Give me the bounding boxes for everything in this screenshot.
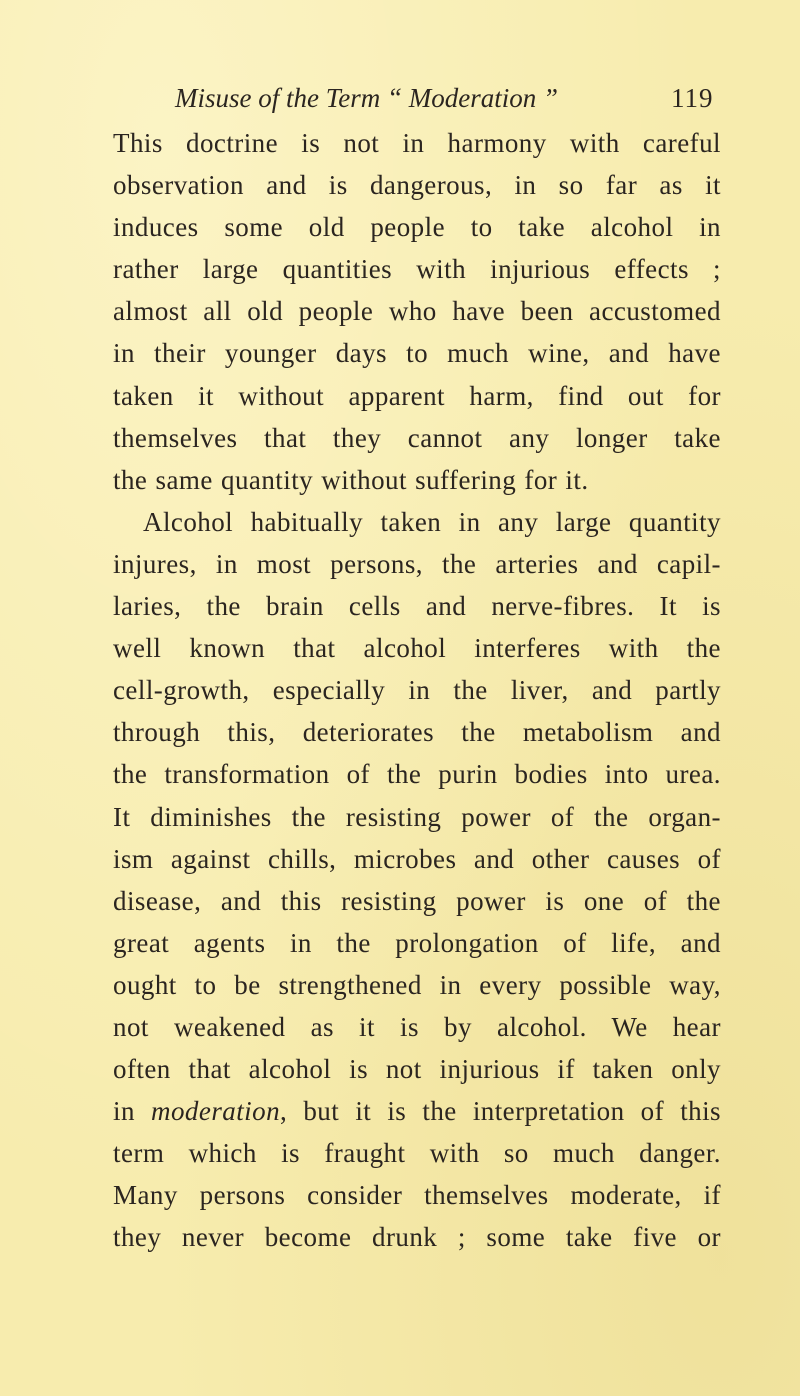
text-line: injures, in most persons, the arteries and capil- [113, 548, 721, 579]
text-line: they never become drunk ; some take five or [113, 1222, 721, 1253]
text-line: observation and is dangerous, in so far as it [113, 170, 721, 201]
text-line: great agents in the prolongation of life, and [113, 927, 721, 958]
page-number: 119 [671, 83, 714, 113]
running-head-title: Misuse of the Term “ Moderation ” [175, 83, 559, 113]
text-line: ought to be strengthened in every possible way, [113, 969, 721, 1000]
paragraph-first-line: Alcohol habitually taken in any large quantity [143, 506, 721, 537]
paragraph-end-line: the same quantity without suffering for it. [113, 464, 589, 495]
text-line: rather large quantities with injurious effects ; [113, 254, 721, 285]
text-line: taken it without apparent harm, find out for [113, 380, 721, 411]
text-line: through this, deteriorates the metabolism and [113, 717, 721, 748]
text-line: well known that alcohol interferes with the [113, 633, 721, 664]
text-line: ism against chills, microbes and other causes of [113, 843, 721, 874]
text-line: This doctrine is not in harmony with careful [113, 128, 721, 158]
text-fragment: in [113, 1096, 135, 1127]
text-line: disease, and this resisting power is one of the [113, 885, 721, 916]
text-line: in their younger days to much wine, and have [113, 338, 721, 369]
text-line: cell-growth, especially in the liver, and partly [113, 675, 721, 706]
text-line-with-italic [113, 1090, 721, 1132]
text-line: Many persons consider themselves moderate, if [113, 1180, 721, 1211]
text-line: not weakened as it is by alcohol. We hear [113, 1011, 721, 1042]
text-line: laries, the brain cells and nerve-fibres. It is [113, 591, 721, 622]
body-text [113, 122, 721, 1259]
text-line: induces some old people to take alcohol in [113, 212, 721, 243]
text-line: term which is fraught with so much danger. [113, 1138, 721, 1169]
italic-term: moderation [151, 1096, 281, 1127]
running-head [175, 78, 795, 118]
text-line: It diminishes the resisting power of the organ- [113, 801, 721, 832]
text-line: themselves that they cannot any longer take [113, 422, 721, 453]
text-line: almost all old people who have been accustomed [113, 296, 721, 327]
text-line: often that alcohol is not injurious if taken only [113, 1054, 721, 1085]
text-line: the transformation of the purin bodies into urea. [113, 759, 721, 790]
text-fragment: , but it is the interpretation of this [280, 1096, 721, 1127]
